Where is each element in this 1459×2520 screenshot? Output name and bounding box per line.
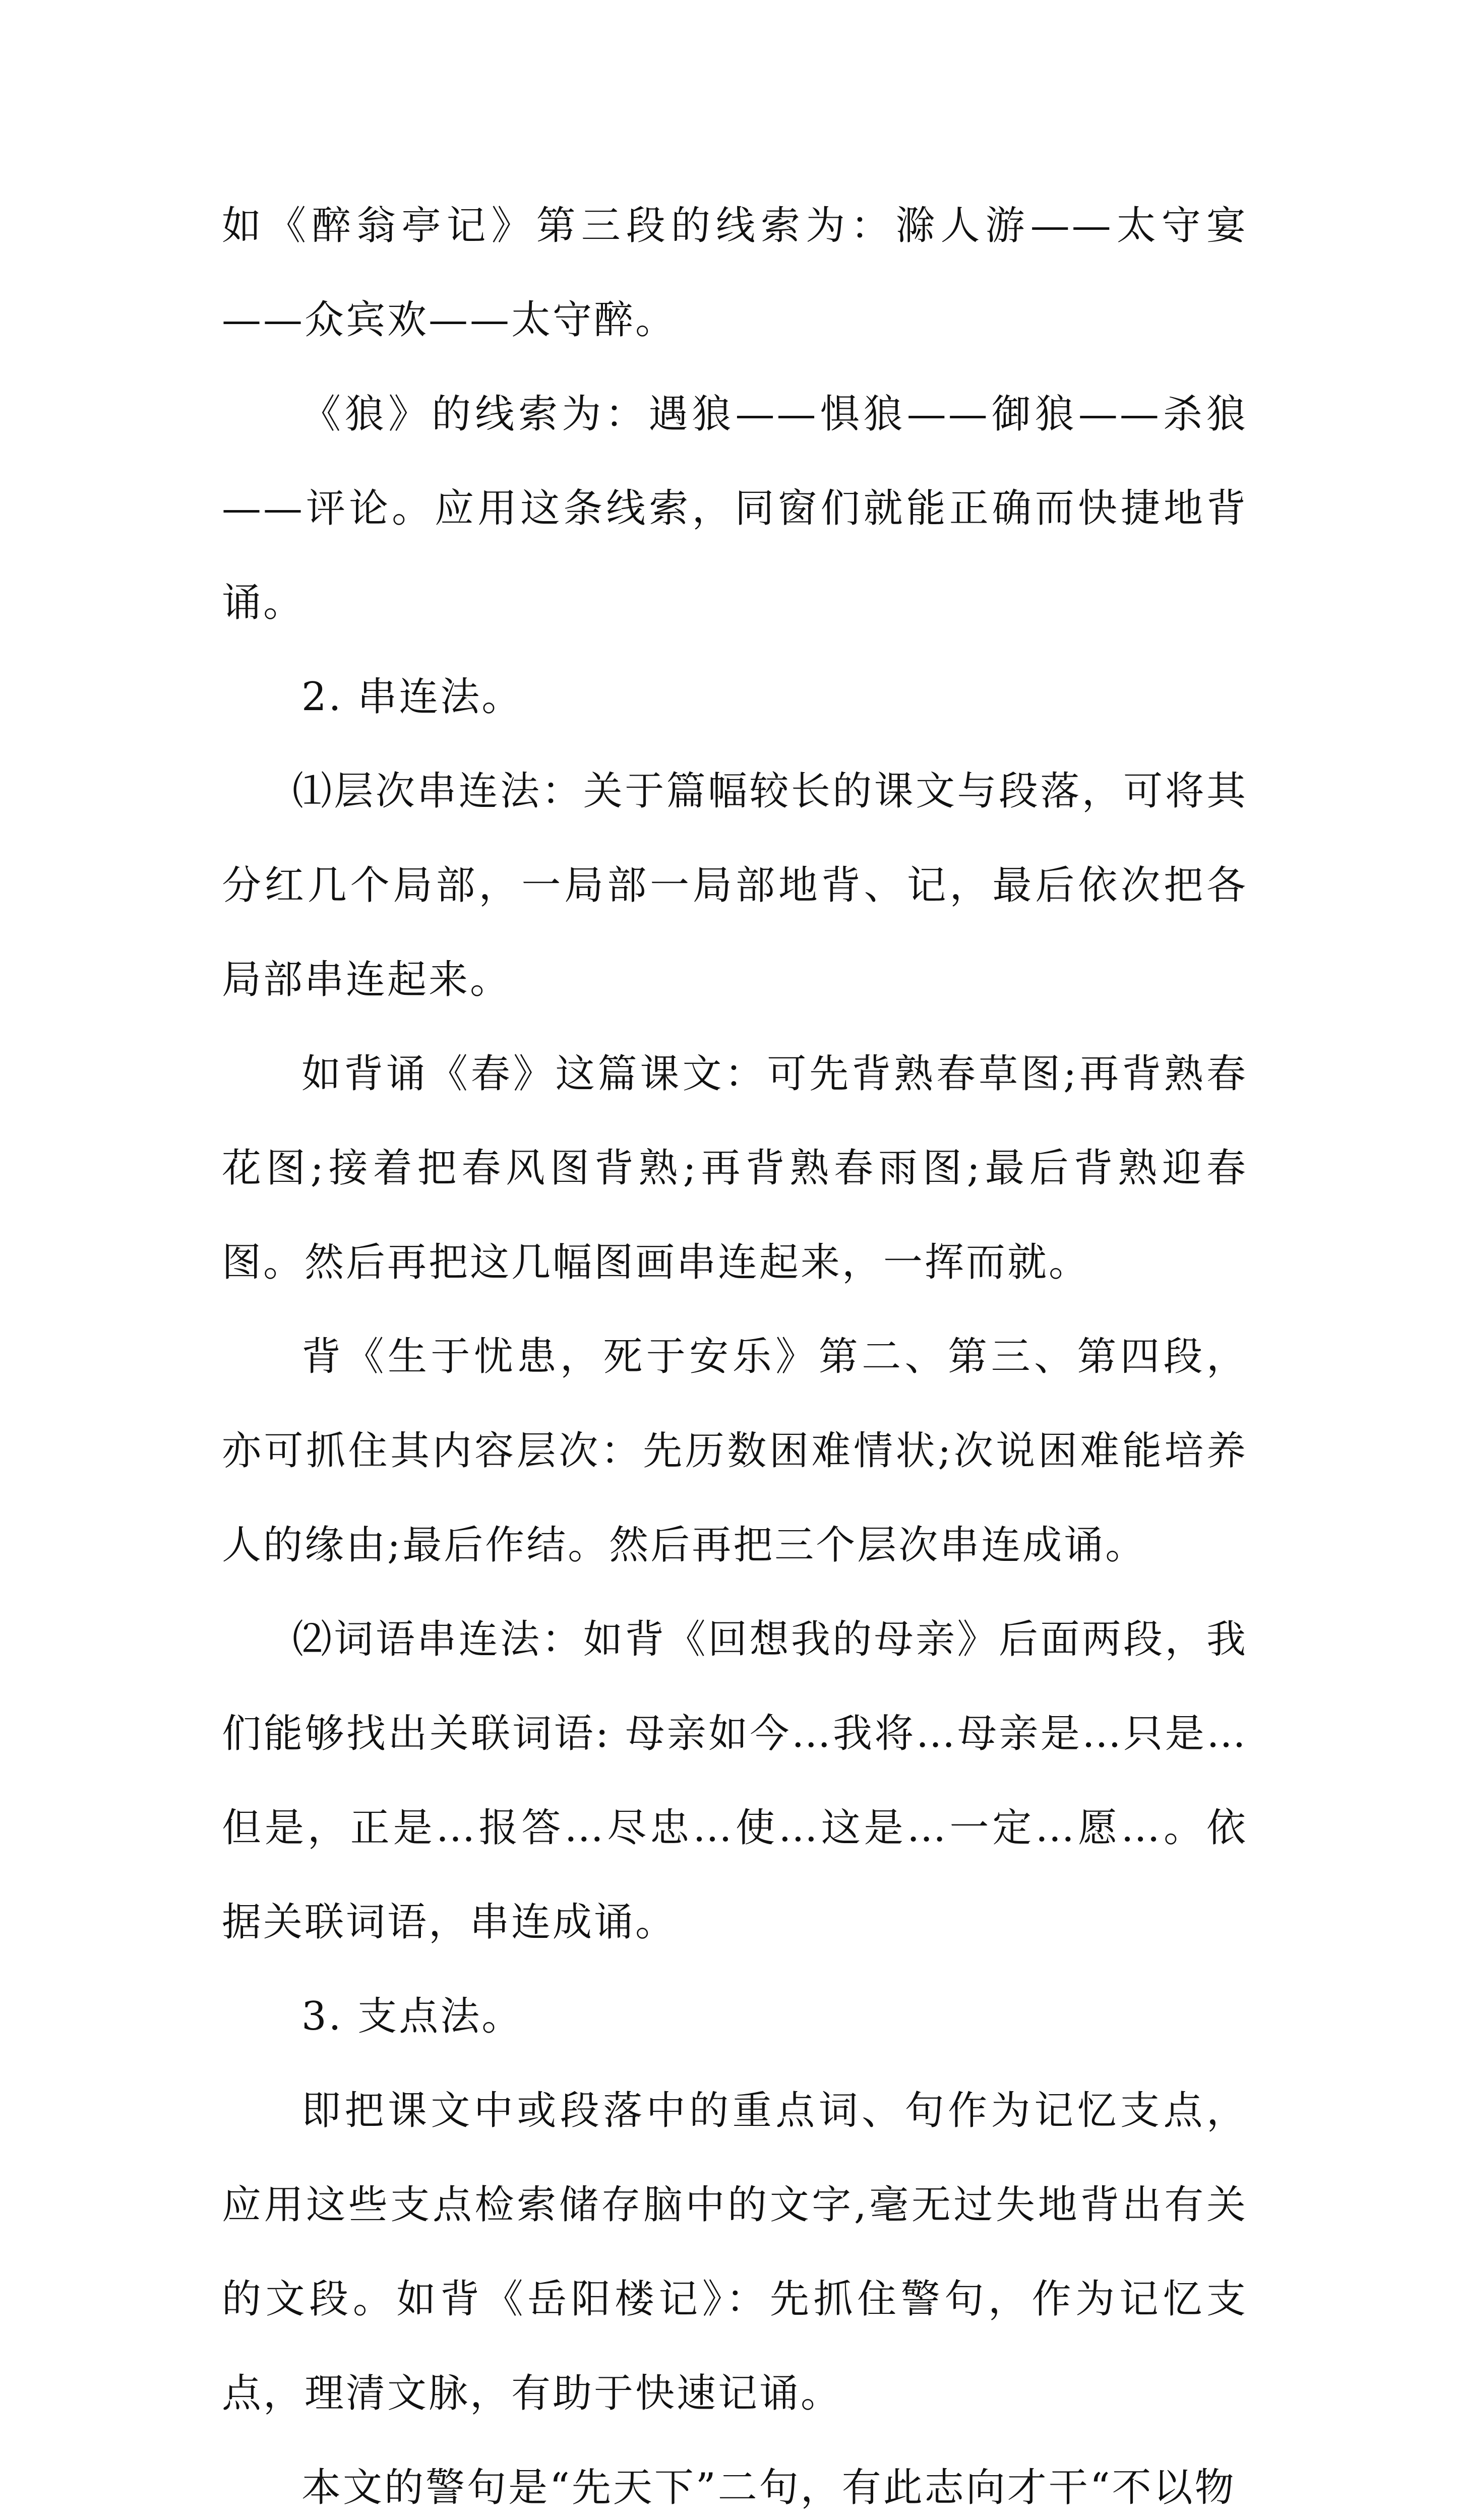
paragraph-youhuan-example: 背《生于忧患，死于安乐》第二、第三、第四段，亦可抓住其内容层次：先历数困难情状;次说困难能培养人的缘由;最后作结。然后再把三个层次串连成诵。 — [222, 1334, 1248, 1568]
paragraph-zuiweng-clue: 如《醉翁亭记》第三段的线索为：滁人游——太守宴——众宾欢——太守醉。 — [222, 203, 1248, 343]
paragraph-word-series: ⑵词语串连法：如背《回想我的母亲》后面两段，我们能够找出关联词语: 母亲如今…我将…母亲是…只是…但是，正是…报答…尽忠…使…这是…一定…愿…。依据关联词语，串连成诵。 — [222, 1617, 1248, 1945]
paragraph-yueyang-quote: 本文的警句是“先天下”二句，有此志向才干“不以物 — [301, 2465, 1236, 2510]
paragraph-pivot-explanation: 即把课文中或段落中的重点词、句作为记忆支点，应用这些支点检索储存脑中的文字,毫无过失地背出有关的文段。如背《岳阳楼记》：先抓住警句，作为记忆支点，理清文脉，有助于快速记诵。 — [222, 2088, 1248, 2416]
document-body — [222, 179, 1248, 2520]
paragraph-layer-series: ⑴层次串连法：关于篇幅较长的课文与段落，可将其分红几个局部，一局部一局部地背、记，最后依次把各局部串连起来。 — [222, 769, 1248, 1002]
paragraph-wolf-clue: 《狼》的线索为：遇狼——惧狼——御狼——杀狼——评论。应用这条线索，同窗们就能正确而快捷地背诵。 — [222, 392, 1248, 625]
paragraph-spring-example: 如背诵《春》这篇课文：可先背熟春草图;再背熟春花图;接着把春风图背熟;再背熟春雨图;最后背熟迎春图。然后再把这几幅图画串连起来，一挥而就。 — [222, 1051, 1248, 1285]
heading-pivot-method: 3. 支点法。 — [301, 1994, 523, 2039]
heading-series-method: 2. 串连法。 — [301, 674, 523, 720]
